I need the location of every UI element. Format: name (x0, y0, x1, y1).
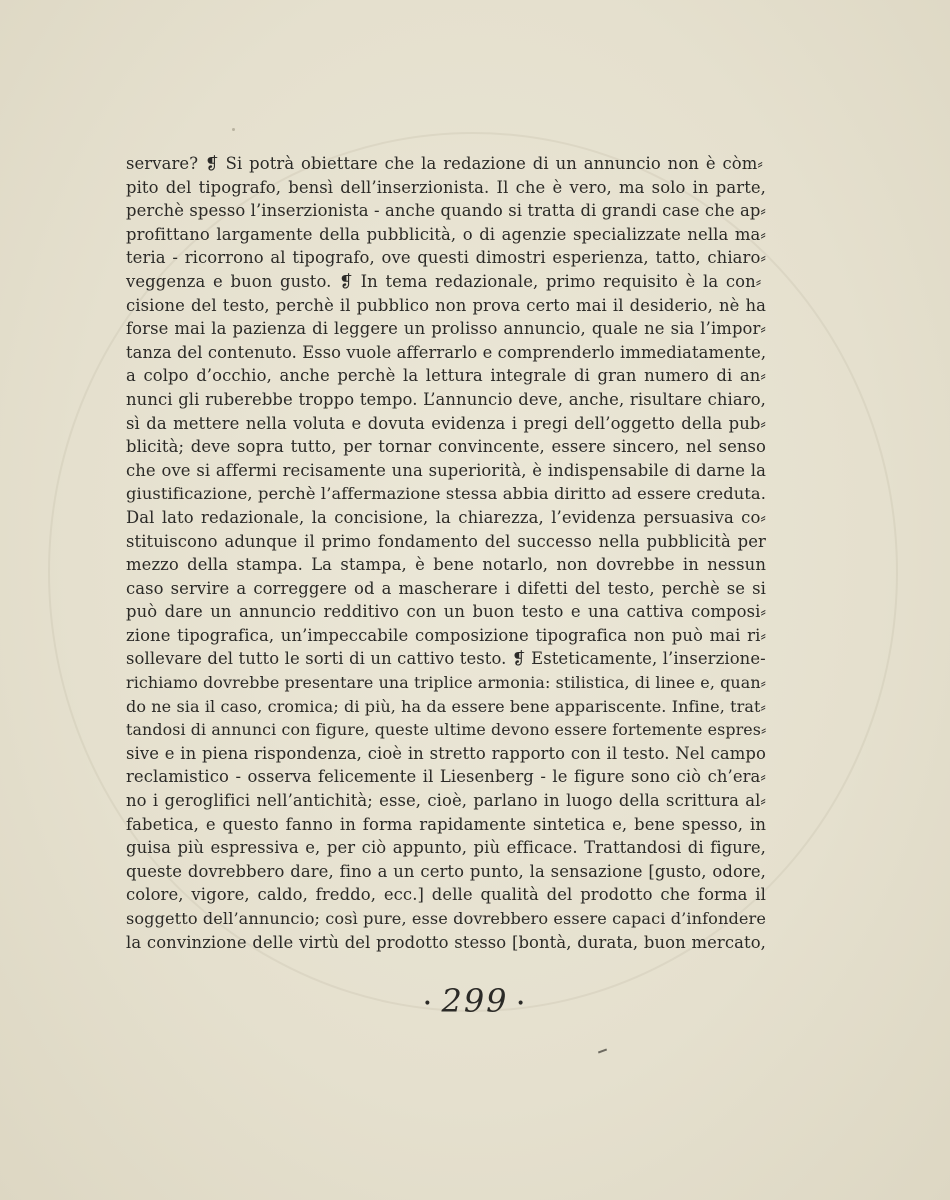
text-line: fabetica, e questo fanno in forma rapidamente sintetica e, bene spesso, in (126, 814, 766, 834)
text-line: teria - ricorrono al tipografo, ove questi dimostri esperienza, tatto, chiaro⸗ (126, 248, 766, 268)
text-line: a colpo d’occhio, anche perchè la lettura integrale di gran numero di an⸗ (126, 366, 766, 386)
text-line: no i geroglifici nell’antichità; esse, cioè, parlano in luogo della scrittura al⸗ (126, 791, 766, 811)
text-line: blicità; deve sopra tutto, per tornar convincente, essere sincero, nel senso (126, 437, 766, 457)
text-line: soggetto dell’annuncio; così pure, esse dovrebbero essere capaci d’infondere (126, 909, 766, 928)
text-line: guisa più espressiva e, per ciò appunto, più efficace. Trattandosi di figure, (126, 838, 766, 858)
text-line: pito del tipografo, bensì dell’inserzionista. Il che è vero, ma solo in parte, (126, 177, 766, 197)
text-line: nunci gli ruberebbe troppo tempo. L’annuncio deve, anche, risultare chiaro, (126, 389, 766, 409)
text-line: che ove si affermi recisamente una superiorità, è indispensabile di darne la (126, 460, 766, 480)
text-line: stituiscono adunque il primo fondamento del successo nella pubblicità per (126, 531, 766, 551)
text-line: reclamistico - osserva felicemente il Liesenberg - le figure sono ciò ch’era⸗ (126, 767, 766, 787)
text-line: zione tipografica, un’impeccabile composizione tipografica non può mai ri⸗ (126, 625, 766, 645)
text-line: tanza del contenuto. Esso vuole afferrarlo e comprenderlo immediatamente, (126, 342, 767, 362)
text-line: queste dovrebbero dare, fino a un certo punto, la sensazione [gusto, odore, (126, 861, 766, 881)
speck (598, 1049, 607, 1054)
text-line: perchè spesso l’inserzionista - anche quando si tratta di grandi case che ap⸗ (126, 201, 766, 221)
text-line: può dare un annuncio redditivo con un buon testo e una cattiva composi⸗ (126, 602, 766, 622)
text-line: sollevare del tutto le sorti di un cattivo testo. ❡ Esteticamente, l’inserzione- (126, 649, 766, 669)
text-line: cisione del testo, perchè il pubblico non prova certo mai il desiderio, nè ha (126, 295, 766, 315)
page-number: 299 (441, 982, 509, 1020)
text-line: sì da mettere nella voluta e dovuta evidenza i pregi dell’oggetto della pub⸗ (126, 413, 766, 433)
page-number-folio (0, 982, 950, 1020)
speck (232, 128, 235, 131)
text-line: giustificazione, perchè l’affermazione stessa abbia diritto ad essere creduta. (126, 484, 766, 504)
body-text (126, 152, 766, 954)
text-line: servare? ❡ Si potrà obiettare che la redazione di un annuncio non è còm⸗ (126, 154, 763, 173)
text-line: richiamo dovrebbe presentare una triplice armonia: stilistica, di linee e, quan⸗ (126, 673, 767, 693)
folio-dot-right: • (516, 995, 527, 1012)
text-line: veggenza e buon gusto. ❡ In tema redazionale, primo requisito è la con⸗ (126, 271, 762, 291)
text-line: profittano largamente della pubblicità, o di agenzie specializzate nella ma⸗ (126, 224, 766, 244)
text-line: forse mai la pazienza di leggere un prolisso annuncio, quale ne sia l’impor⸗ (126, 319, 766, 339)
text-line: Dal lato redazionale, la concisione, la chiarezza, l’evidenza persuasiva co⸗ (126, 507, 766, 527)
text-line: sive e in piena rispondenza, cioè in stretto rapporto con il testo. Nel campo (126, 743, 766, 763)
text-line: tandosi di annunci con figure, queste ultime devono essere fortemente espres⸗ (126, 720, 767, 740)
text-line: do ne sia il caso, cromica; di più, ha da essere bene appariscente. Infine, trat⸗ (126, 696, 766, 716)
folio-dot-left: • (423, 995, 434, 1012)
text-line: mezzo della stampa. La stampa, è bene notarlo, non dovrebbe in nessun (126, 555, 766, 575)
text-line: caso servire a correggere od a mascherare i difetti del testo, perchè se si (126, 578, 766, 598)
text-line: la convinzione delle virtù del prodotto stesso [bontà, durata, buon mercato, (126, 932, 766, 952)
text-line: colore, vigore, caldo, freddo, ecc.] delle qualità del prodotto che forma il (126, 885, 766, 905)
